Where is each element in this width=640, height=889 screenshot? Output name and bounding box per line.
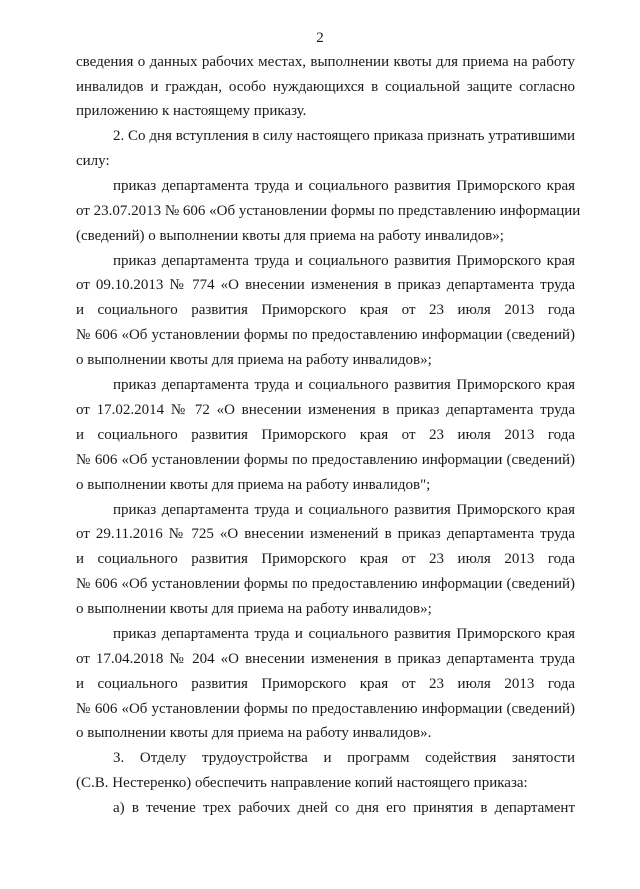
- text-line: и социального развития Приморского края от 23 июля 2013 года: [76, 302, 575, 318]
- text-line: № 606 «Об установлении формы по предоставлению информации (сведений): [76, 327, 575, 343]
- text-line: и социального развития Приморского края от 23 июля 2013 года: [76, 551, 575, 567]
- text-line: о выполнении квоты для приема на работу инвалидов».: [76, 725, 432, 741]
- text-line: № 606 «Об установлении формы по предоставлению информации (сведений): [76, 701, 575, 717]
- text-line: от 23.07.2013 № 606 «Об установлении формы по представлению информации: [76, 203, 581, 219]
- text-line: о выполнении квоты для приема на работу инвалидов»;: [76, 352, 432, 368]
- text-line: приказ департамента труда и социального развития Приморского края: [113, 178, 575, 194]
- text-line: и социального развития Приморского края от 23 июля 2013 года: [76, 676, 575, 692]
- text-line: от 17.02.2014 № 72 «О внесении изменения в приказ департамента труда: [76, 402, 575, 418]
- text-line: о выполнении квоты для приема на работу инвалидов";: [76, 477, 431, 493]
- text-line: от 17.04.2018 № 204 «О внесении изменения в приказ департамента труда: [76, 651, 575, 667]
- text-line: о выполнении квоты для приема на работу инвалидов»;: [76, 601, 432, 617]
- text-line: от 09.10.2013 № 774 «О внесении изменения в приказ департамента труда: [76, 277, 575, 293]
- text-line: приложению к настоящему приказу.: [76, 103, 307, 119]
- page-number: 2: [316, 30, 324, 46]
- text-line: (С.В. Нестеренко) обеспечить направление копий настоящего приказа:: [76, 775, 528, 791]
- text-line: 2. Со дня вступления в силу настоящего приказа признать утратившими: [113, 128, 575, 144]
- text-line: приказ департамента труда и социального развития Приморского края: [113, 253, 575, 269]
- text-line: приказ департамента труда и социального развития Приморского края: [113, 502, 575, 518]
- text-line: сведения о данных рабочих местах, выполнении квоты для приема на работу: [76, 54, 575, 70]
- text-line: от 29.11.2016 № 725 «О внесении изменений в приказ департамента труда: [76, 526, 575, 542]
- text-line: приказ департамента труда и социального развития Приморского края: [113, 377, 575, 393]
- text-line: приказ департамента труда и социального развития Приморского края: [113, 626, 575, 642]
- text-line: (сведений) о выполнении квоты для приема на работу инвалидов»;: [76, 228, 504, 244]
- text-line: № 606 «Об установлении формы по предоставлению информации (сведений): [76, 452, 575, 468]
- text-line: и социального развития Приморского края от 23 июля 2013 года: [76, 427, 575, 443]
- text-line: 3. Отделу трудоустройства и программ содействия занятости: [113, 750, 575, 766]
- text-line: инвалидов и граждан, особо нуждающихся в социальной защите согласно: [76, 79, 575, 95]
- text-line: а) в течение трех рабочих дней со дня его принятия в департамент: [113, 800, 575, 816]
- text-line: № 606 «Об установлении формы по предоставлению информации (сведений): [76, 576, 575, 592]
- text-line: силу:: [76, 153, 110, 169]
